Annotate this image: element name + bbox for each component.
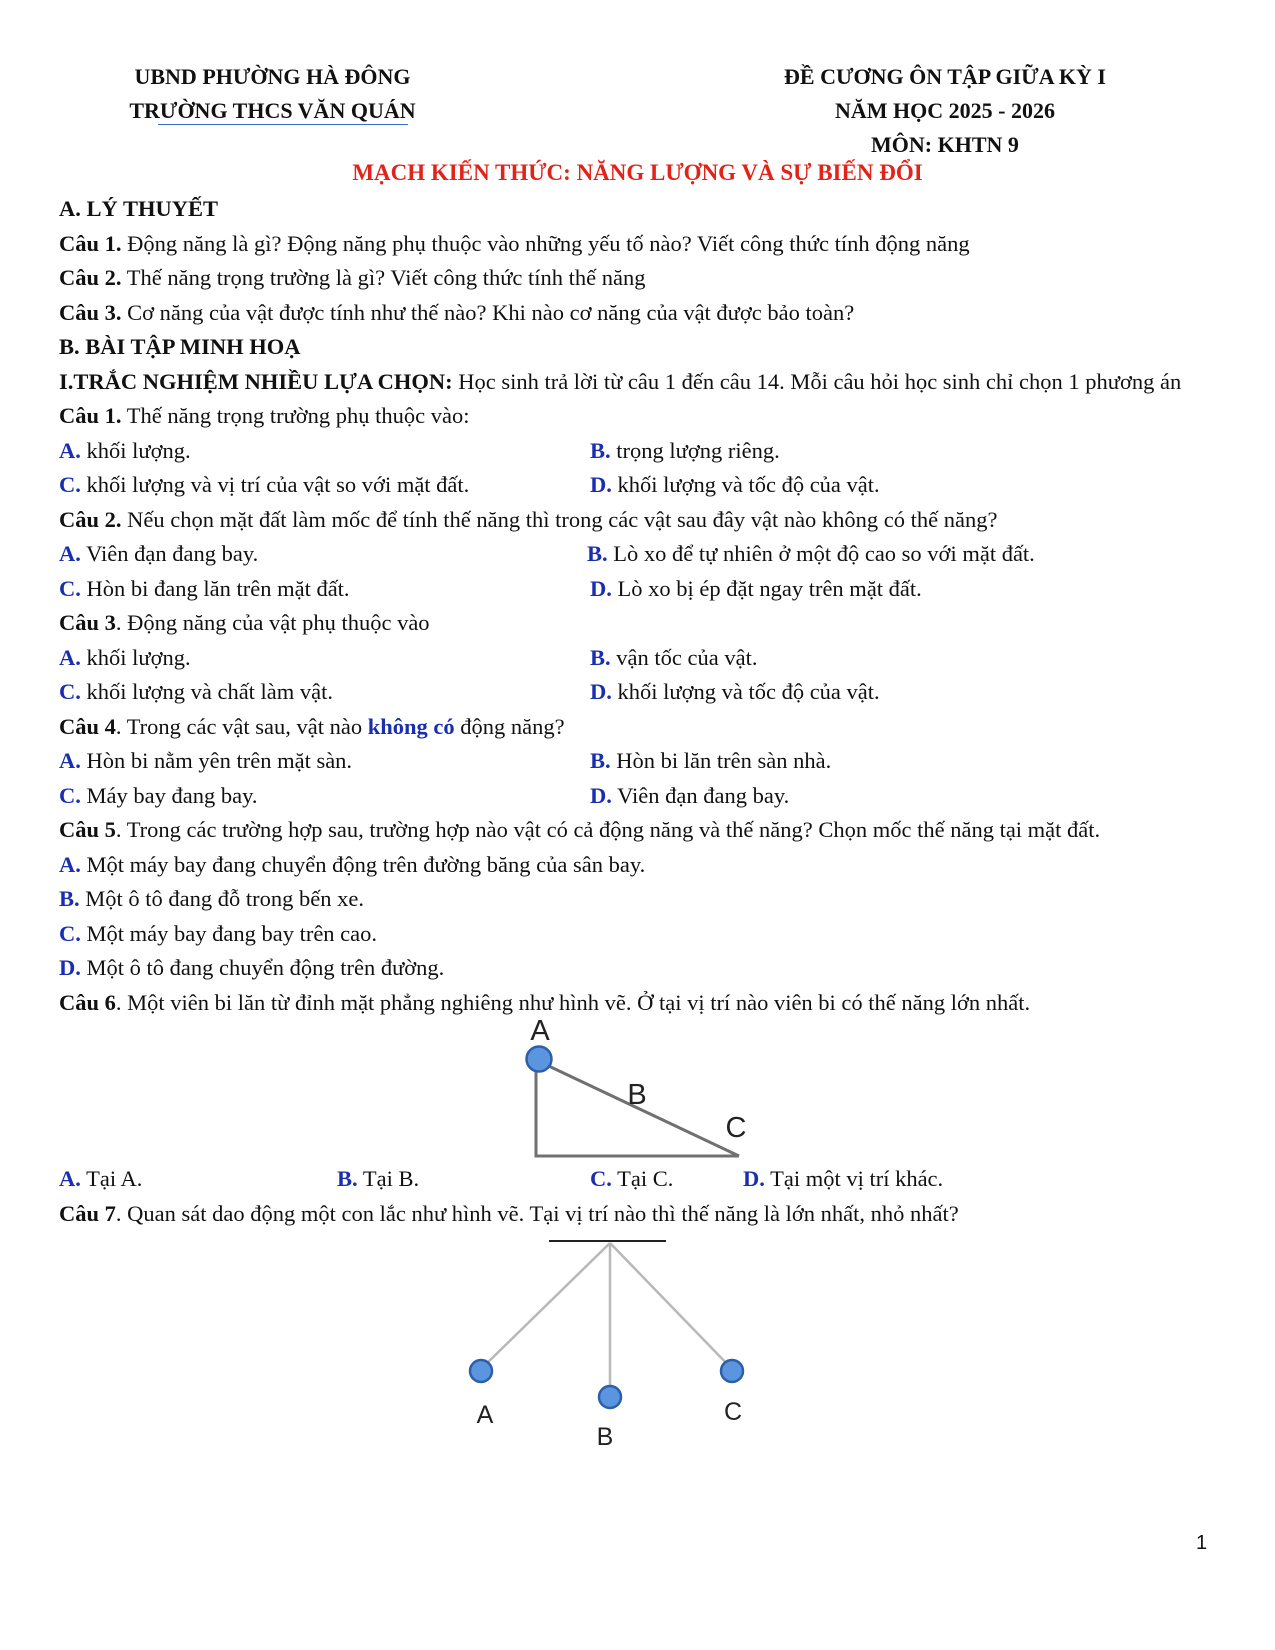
question-text: . Quan sát dao động một con lắc như hình vẽ. Tại vị trí nào thì thế năng là lớn nhất, nhỏ nhất? xyxy=(115,1200,959,1226)
option-text: Một máy bay đang bay trên cao. xyxy=(80,920,378,946)
option-label: C. xyxy=(59,782,81,808)
question-number: Câu 4 xyxy=(59,713,116,739)
option[interactable] xyxy=(59,679,333,704)
option-text: vận tốc của vật. xyxy=(610,644,758,670)
option[interactable] xyxy=(59,882,1229,917)
pendulum-string-c xyxy=(610,1243,732,1369)
option-text: khối lượng. xyxy=(80,437,191,463)
question-text: . Động năng của vật phụ thuộc vào xyxy=(115,610,430,635)
option[interactable] xyxy=(743,1162,943,1197)
option[interactable] xyxy=(590,744,831,779)
option[interactable] xyxy=(59,748,352,773)
theory-item-text: Động năng là gì? Động năng phụ thuộc vào những yếu tố nào? Viết công thức tính động năng xyxy=(121,230,970,256)
option-text: Hòn bi lăn trên sàn nhà. xyxy=(610,748,832,773)
question-text: . Trong các vật sau, vật nào xyxy=(115,713,368,739)
option-text: Một ô tô đang chuyển động trên đường. xyxy=(80,955,445,980)
option-label: D. xyxy=(590,782,612,808)
option-label: A. xyxy=(59,644,81,670)
option-label: C. xyxy=(59,920,81,946)
question-number: Câu 1. xyxy=(59,403,122,428)
option-text: khối lượng và tốc độ của vật. xyxy=(611,472,880,497)
question-number: Câu 7 xyxy=(59,1200,116,1226)
question-text: . Một viên bi lăn từ đỉnh mặt phẳng nghiêng như hình vẽ. Ở tại vị trí nào viên bi có thế năng lớn nhất. xyxy=(115,989,1031,1015)
option-label: A. xyxy=(59,748,81,773)
question xyxy=(59,710,1229,745)
option-label: D. xyxy=(590,679,612,704)
ball-a xyxy=(470,1360,492,1382)
question xyxy=(59,606,1229,641)
option[interactable] xyxy=(590,1162,673,1197)
option-label: A. xyxy=(59,541,81,566)
header-right xyxy=(745,60,1145,162)
option-row xyxy=(59,675,1229,710)
theory-item-number: Câu 3. xyxy=(59,299,122,325)
option-text: Hòn bi đang lăn trên mặt đất. xyxy=(80,575,350,601)
header-doc-title: ĐỀ CƯƠNG ÔN TẬP GIỮA KỲ I xyxy=(784,64,1106,89)
option[interactable] xyxy=(59,1166,142,1191)
option-text: Viên đạn đang bay. xyxy=(80,541,259,566)
question xyxy=(59,986,1229,1021)
option[interactable] xyxy=(59,783,258,808)
option-row xyxy=(59,572,1229,607)
question-number: Câu 3 xyxy=(59,610,116,635)
option-text: Tại B. xyxy=(357,1166,420,1191)
option-label: D. xyxy=(590,472,612,497)
option[interactable] xyxy=(59,645,191,670)
label-c: C xyxy=(723,1398,743,1426)
theory-item xyxy=(59,296,1229,331)
pendulum-diagram xyxy=(59,1231,1229,1461)
option-row xyxy=(59,1162,1229,1197)
label-b: B xyxy=(627,1079,647,1111)
option-text: khối lượng và tốc độ của vật. xyxy=(611,679,880,704)
option-label: B. xyxy=(59,886,80,911)
document-body xyxy=(59,192,1229,1461)
incline-figure xyxy=(59,1020,1229,1170)
option-text: Tại A. xyxy=(80,1166,143,1191)
option-text: trọng lượng riêng. xyxy=(610,437,780,463)
option-row xyxy=(59,434,1229,469)
option-row xyxy=(59,779,1229,814)
ball-c xyxy=(721,1360,743,1382)
option[interactable] xyxy=(590,675,880,710)
ball-b xyxy=(599,1386,621,1408)
pendulum-string-a xyxy=(481,1243,610,1369)
question-text: . Trong các trường hợp sau, trường hợp nào vật có cả động năng và thế năng? Chọn mốc thế năng tại mặt đất. xyxy=(115,817,1101,842)
option[interactable] xyxy=(59,951,1229,986)
header-district: UBND PHƯỜNG HÀ ĐÔNG xyxy=(134,64,411,89)
theory-item-number: Câu 1. xyxy=(59,230,122,256)
header-underline xyxy=(158,124,408,125)
label-c: C xyxy=(725,1112,747,1144)
option-label: A. xyxy=(59,851,81,877)
option-row xyxy=(59,468,1229,503)
question xyxy=(59,1197,1229,1232)
theory-item-number: Câu 2. xyxy=(59,265,122,290)
option-label: C. xyxy=(59,472,81,497)
option[interactable] xyxy=(590,641,757,676)
mc-heading: I.TRẮC NGHIỆM NHIỀU LỰA CHỌN: xyxy=(59,368,453,394)
option-text: khối lượng và vị trí của vật so với mặt đất. xyxy=(80,472,470,497)
option-text: Máy bay đang bay. xyxy=(80,782,258,808)
header-school-year: NĂM HỌC 2025 - 2026 xyxy=(835,98,1055,123)
question-number: Câu 5 xyxy=(59,817,116,842)
option-label: B. xyxy=(590,748,611,773)
question-emphasis: không có xyxy=(367,713,455,739)
pendulum-figure xyxy=(59,1231,1229,1461)
option-label: B. xyxy=(337,1166,358,1191)
header-left xyxy=(100,60,445,128)
theory-item-text: Cơ năng của vật được tính như thế nào? Khi nào cơ năng của vật được bảo toàn? xyxy=(121,299,855,325)
option-label: A. xyxy=(59,437,81,463)
page-number: 1 xyxy=(1196,1532,1208,1554)
option[interactable] xyxy=(59,438,191,463)
option-row xyxy=(59,744,1229,779)
option[interactable] xyxy=(590,434,780,469)
option[interactable] xyxy=(590,779,789,814)
option-label: A. xyxy=(59,1166,81,1191)
label-a: A xyxy=(530,1020,550,1047)
option-label: C. xyxy=(590,1166,612,1191)
option[interactable] xyxy=(59,917,1229,952)
option-label: C. xyxy=(59,679,81,704)
option-label: B. xyxy=(590,437,611,463)
option-text: Lò xo để tự nhiên ở một độ cao so với mặt đất. xyxy=(607,541,1035,566)
option[interactable] xyxy=(590,572,922,607)
label-b: B xyxy=(596,1423,614,1451)
option-text: Viên đạn đang bay. xyxy=(611,782,790,808)
theory-item xyxy=(59,227,1229,262)
page-title: MẠCH KIẾN THỨC: NĂNG LƯỢNG VÀ SỰ BIẾN ĐỔI xyxy=(352,160,923,185)
incline-diagram xyxy=(59,1020,1229,1170)
option-text: Lò xo bị ép đặt ngay trên mặt đất. xyxy=(611,575,922,601)
option-text: khối lượng và chất làm vật. xyxy=(80,679,334,704)
label-a: A xyxy=(476,1401,494,1429)
option-label: B. xyxy=(587,541,608,566)
option[interactable] xyxy=(59,848,1229,883)
ball xyxy=(527,1047,552,1072)
question xyxy=(59,399,1229,434)
question-text: Nếu chọn mặt đất làm mốc để tính thế năng thì trong các vật sau đây vật nào không có thế năng? xyxy=(121,506,998,532)
option[interactable] xyxy=(587,537,1035,572)
question xyxy=(59,503,1229,538)
question-number: Câu 6 xyxy=(59,989,116,1015)
option[interactable] xyxy=(337,1162,419,1197)
option[interactable] xyxy=(59,541,258,566)
option-row xyxy=(59,537,1229,572)
option-text: khối lượng. xyxy=(80,644,191,670)
theory-heading: A. LÝ THUYẾT xyxy=(59,196,218,221)
mc-instructions-text: Học sinh trả lời từ câu 1 đến câu 14. Mỗi câu hỏi học sinh chỉ chọn 1 phương án xyxy=(452,368,1182,394)
exercises-heading: B. BÀI TẬP MINH HOẠ xyxy=(59,334,301,359)
option-label: D. xyxy=(743,1166,765,1191)
option-label: B. xyxy=(590,644,611,670)
option-row xyxy=(59,641,1229,676)
option-text: Tại một vị trí khác. xyxy=(764,1166,944,1191)
header-school: TRƯỜNG THCS VĂN QUÁN xyxy=(129,98,416,123)
theory-item-text: Thế năng trọng trường là gì? Viết công thức tính thế năng xyxy=(121,265,646,290)
option-text: Hòn bi nằm yên trên mặt sàn. xyxy=(80,748,353,773)
option[interactable] xyxy=(59,472,469,497)
option-text: Một ô tô đang đỗ trong bến xe. xyxy=(79,886,364,911)
header-subject: MÔN: KHTN 9 xyxy=(871,132,1019,157)
question-text-end: động năng? xyxy=(454,713,565,739)
option[interactable] xyxy=(590,468,880,503)
option-label: D. xyxy=(59,955,81,980)
option-text: Một máy bay đang chuyển động trên đường băng của sân bay. xyxy=(80,851,646,877)
theory-item xyxy=(59,261,1229,296)
option-label: D. xyxy=(590,575,612,601)
option-text: Tại C. xyxy=(611,1166,674,1191)
option-label: C. xyxy=(59,575,81,601)
question xyxy=(59,813,1229,848)
question-number: Câu 2. xyxy=(59,506,122,532)
question-text: Thế năng trọng trường phụ thuộc vào: xyxy=(121,403,470,428)
option[interactable] xyxy=(59,576,350,601)
mc-instructions xyxy=(59,365,1229,400)
